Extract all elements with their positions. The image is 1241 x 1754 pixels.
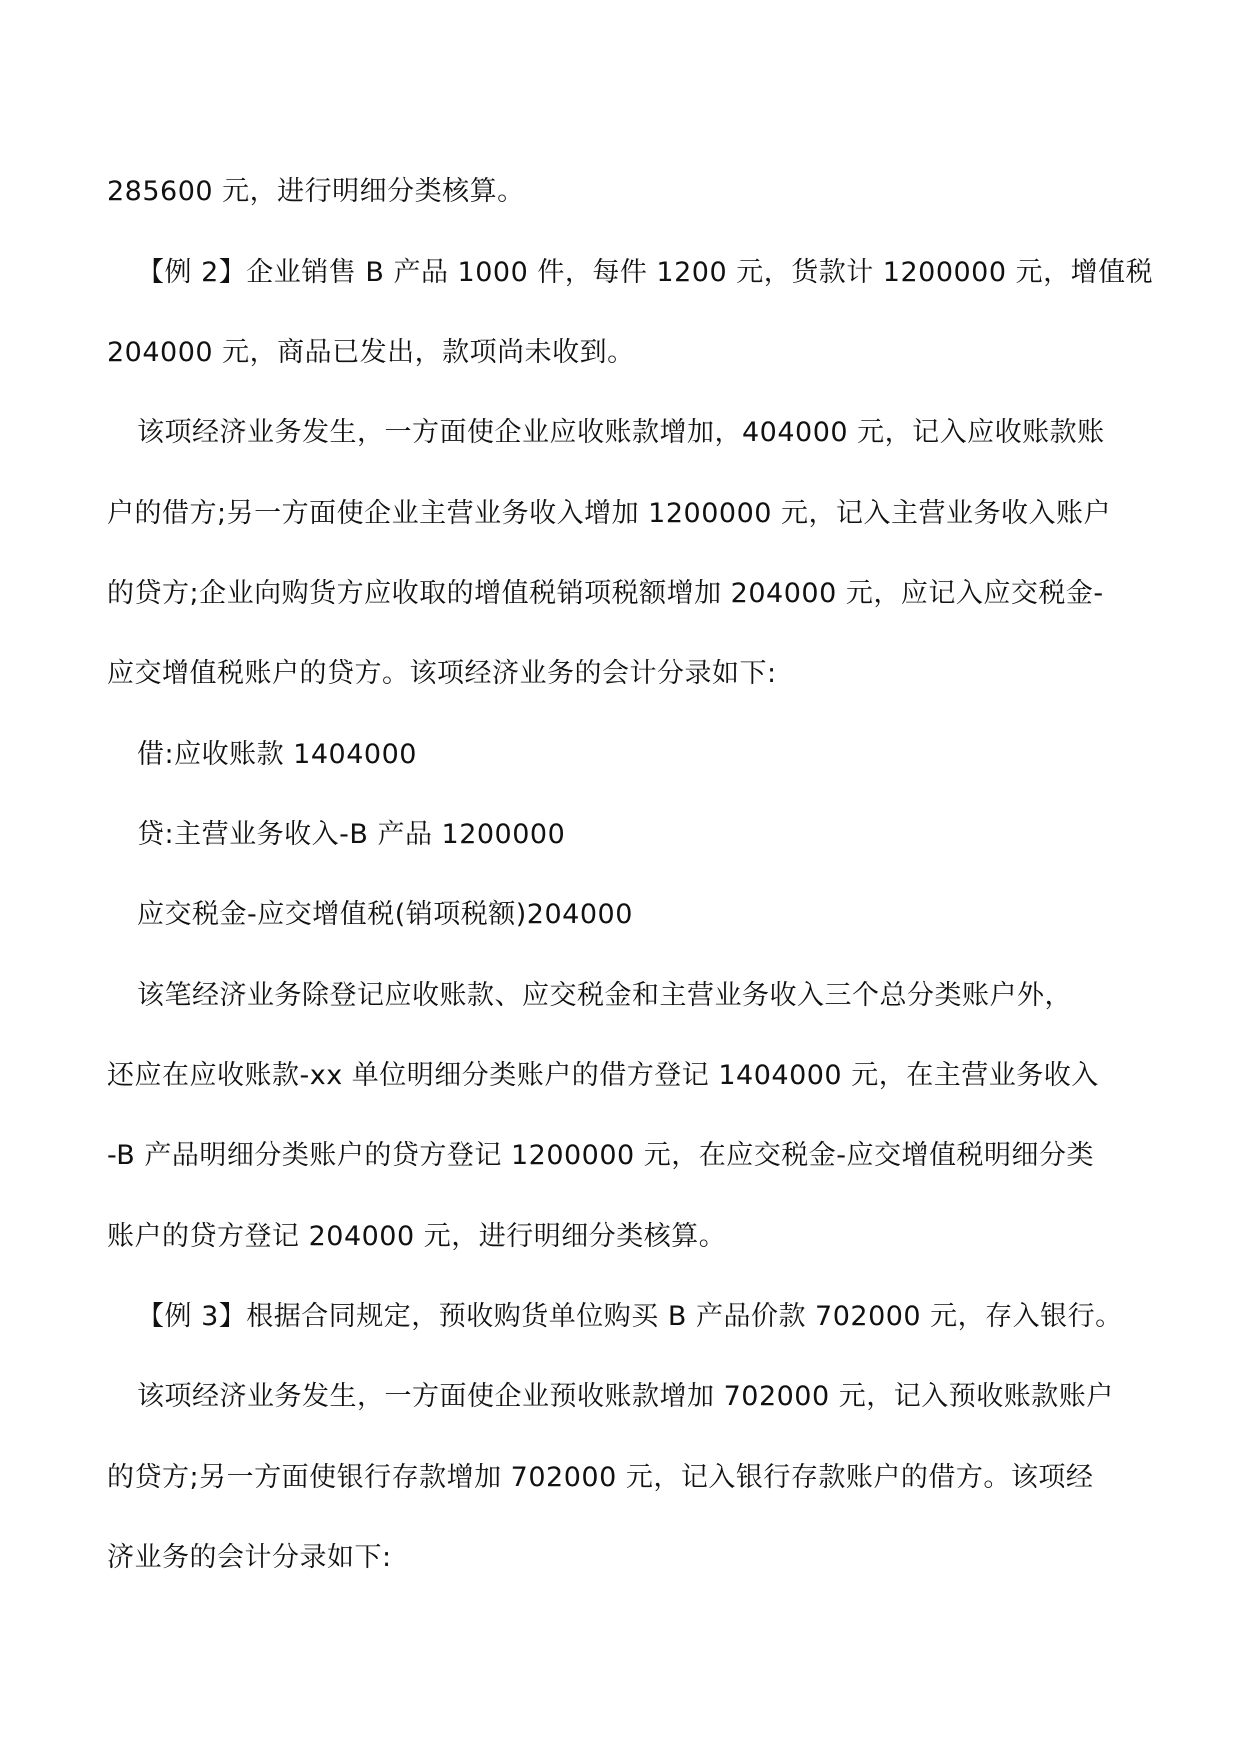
example-3-heading: 【例 3】根据合同规定，预收购货单位购买 B 产品价款 702000 元，存入银行。 <box>137 1301 1123 1332</box>
journal-credit-line-1: 贷:主营业务收入-B 产品 1200000 <box>137 819 566 850</box>
text-line-16: 该项经济业务发生，一方面使企业预收账款增加 702000 元，记入预收账款账户 <box>137 1381 1114 1412</box>
example-2-heading: 【例 2】企业销售 B 产品 1000 件，每件 1200 元，货款计 1200000 元，增值税 <box>137 257 1154 288</box>
text-line-14: 账户的贷方登记 204000 元，进行明细分类核算。 <box>107 1221 727 1252</box>
text-line-4: 该项经济业务发生，一方面使企业应收账款增加，404000 元，记入应收账款账 <box>137 417 1105 448</box>
text-line-12: 还应在应收账款-xx 单位明细分类账户的借方登记 1404000 元，在主营业务收入 <box>107 1060 1099 1091</box>
text-line-6: 的贷方;企业向购货方应收取的增值税销项税额增加 204000 元，应记入应交税金- <box>107 578 1104 609</box>
journal-debit-line: 借:应收账款 1404000 <box>137 739 417 770</box>
text-line-5: 户的借方;另一方面使企业主营业务收入增加 1200000 元，记入主营业务收入账户 <box>107 498 1112 529</box>
text-line-18: 济业务的会计分录如下: <box>107 1542 392 1573</box>
journal-credit-line-2: 应交税金-应交增值税(销项税额)204000 <box>137 899 633 930</box>
text-line-13: -B 产品明细分类账户的贷方登记 1200000 元，在应交税金-应交增值税明细分类 <box>107 1140 1095 1171</box>
text-line-3: 204000 元，商品已发出，款项尚未收到。 <box>107 337 635 368</box>
text-line-11: 该笔经济业务除登记应收账款、应交税金和主营业务收入三个总分类账户外， <box>137 980 1072 1011</box>
text-line-7: 应交增值税账户的贷方。该项经济业务的会计分录如下: <box>107 658 777 689</box>
text-line-17: 的贷方;另一方面使银行存款增加 702000 元，记入银行存款账户的借方。该项经 <box>107 1462 1094 1493</box>
text-line-1: 285600 元，进行明细分类核算。 <box>107 176 525 207</box>
